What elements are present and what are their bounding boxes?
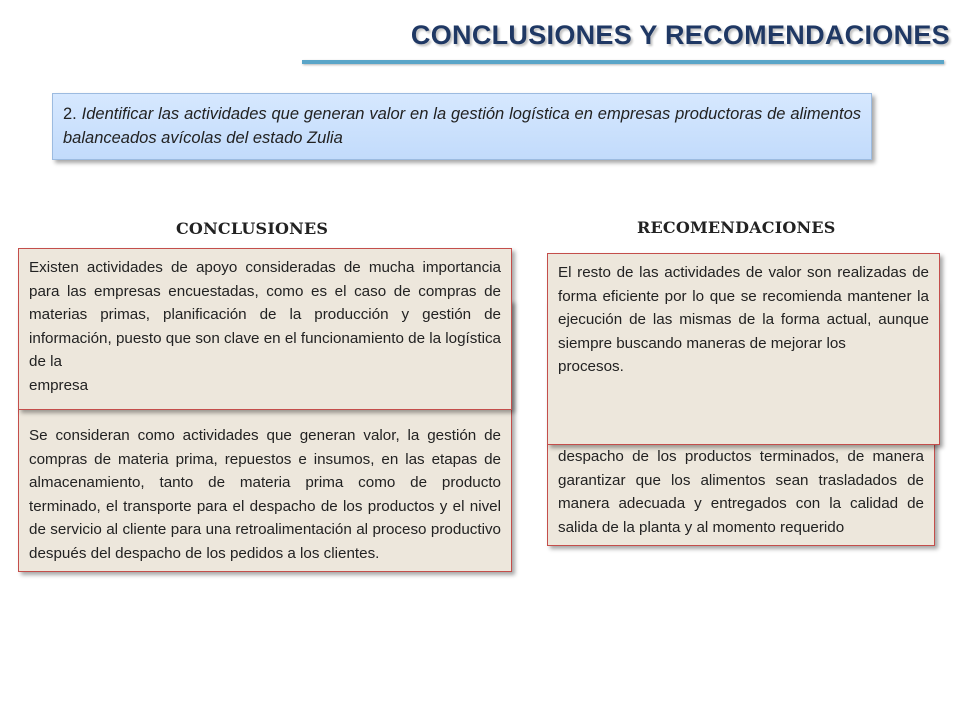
conclusion-front-text: Existen actividades de apoyo consideradas de mucha importancia para las empresas encuestadas, como es el caso de compras de materias primas, planificación de la producción y gestión de información, puesto que son clave en el funcionamiento de la logística de la xyxy=(29,259,501,370)
recommendation-front-last-line: procesos. xyxy=(558,358,624,375)
recomendaciones-heading: RECOMENDACIONES xyxy=(637,218,836,237)
conclusion-card-front xyxy=(18,248,512,410)
page-title: CONCLUSIONES Y RECOMENDACIONES xyxy=(410,20,950,50)
recommendation-back-text: despacho de los productos terminados, de manera garantizar que los alimentos sean trasladados de manera adecuada y entregados con la calidad de salida de la planta y al momento requerido xyxy=(558,448,924,536)
title-underline xyxy=(302,60,944,64)
conclusion-front-last-line: empresa xyxy=(29,376,89,394)
objective-number: 2. xyxy=(63,105,77,123)
conclusiones-heading: CONCLUSIONES xyxy=(176,219,329,238)
objective-box xyxy=(52,93,872,160)
recommendation-card-front xyxy=(547,253,940,445)
conclusion-back-text: Se consideran como actividades que generan valor, la gestión de compras de materia prima, repuestos e insumos, en las etapas de almacenamiento, tanto de materia prima como de producto terminado, el transporte para el despacho de los productos y el nivel de servicio al cliente para una retroalimentación al proceso productivo después del despacho de los pedidos a los clientes. xyxy=(29,427,501,562)
recommendation-front-text: El resto de las actividades de valor son realizadas de forma eficiente por lo que se recomienda mantener la ejecución de las mismas de la forma actual, aunque siempre buscando maneras de mejorar los xyxy=(558,264,929,352)
objective-text: Identificar las actividades que generan valor en la gestión logística en empresas productoras de alimentos balanceados avícolas del estado Zulia xyxy=(63,105,861,147)
